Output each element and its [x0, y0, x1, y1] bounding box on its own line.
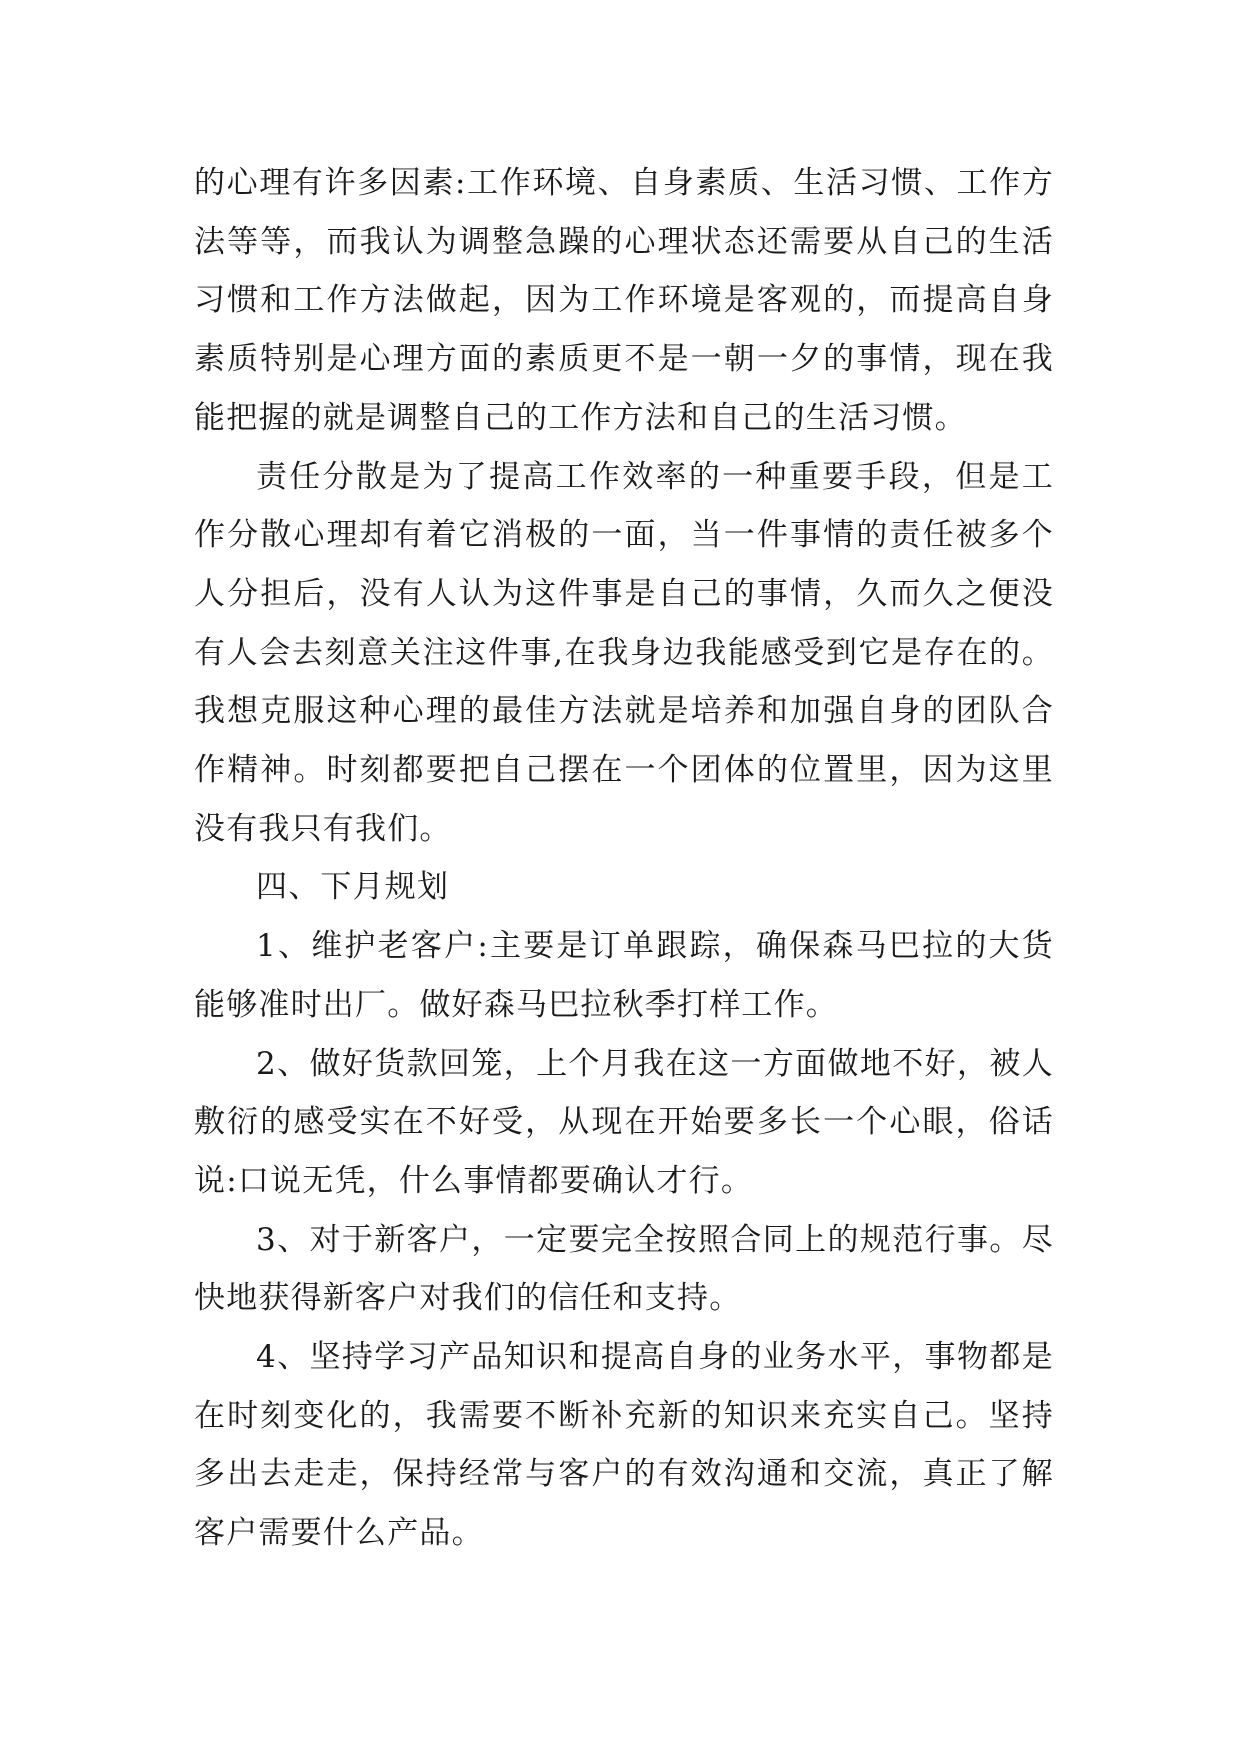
- plan-item-2: 2、做好货款回笼，上个月我在这一方面做地不好，被人敷衍的感受实在不好受，从现在开始要多长一个心眼，俗话说:口说无凭，什么事情都要确认才行。: [194, 1045, 1054, 1199]
- paragraph-continuation: 的心理有许多因素:工作环境、自身素质、生活习惯、工作方法等等，而我认为调整急躁的心理状态还需要从自己的生活习惯和工作方法做起，因为工作环境是客观的，而提高自身素质特别是心理方面的素质更不是一朝一夕的事情，现在我能把握的就是调整自己的工作方法和自己的生活习惯。: [194, 165, 1054, 436]
- plan-item-1: 1、维护老客户:主要是订单跟踪，确保森马巴拉的大货能够准时出厂。做好森马巴拉秋季打样工作。: [194, 928, 1054, 1023]
- plan-item-3: 3、对于新客户，一定要完全按照合同上的规范行事。尽快地获得新客户对我们的信任和支持。: [194, 1221, 1054, 1317]
- paragraph-responsibility: 责任分散是为了提高工作效率的一种重要手段，但是工作分散心理却有着它消极的一面，当一件事情的责任被多个人分担后，没有人认为这件事是自己的事情，久而久之便没有人会去刻意关注这件事,在我身边我能感受到它是存在的。我想克服这种心理的最佳方法就是培养和加强自身的团队合作精神。时刻都要把自己摆在一个团体的位置里，因为这里没有我只有我们。: [194, 458, 1054, 847]
- plan-item-4: 4、坚持学习产品知识和提高自身的业务水平，事物都是在时刻变化的，我需要不断补充新的知识来充实自己。坚持多出去走走，保持经常与客户的有效沟通和交流，真正了解客户需要什么产品。: [194, 1339, 1054, 1552]
- section-heading-next-month-plan: 四、下月规划: [256, 869, 450, 906]
- document-body: [194, 154, 1054, 1563]
